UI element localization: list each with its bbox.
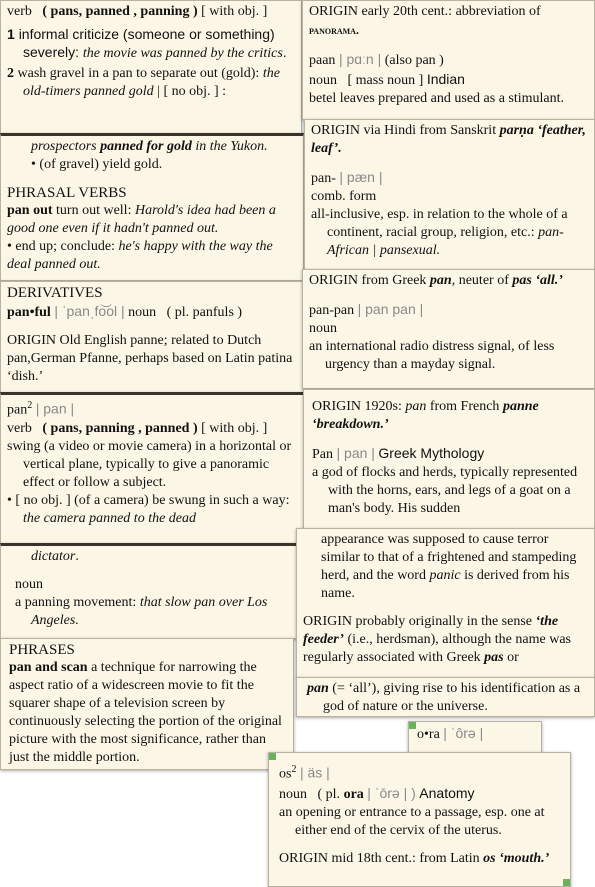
definition-text: is derived from his name. bbox=[321, 568, 570, 601]
plural-form: ora bbox=[343, 786, 364, 802]
phrase-definition: • end up; conclude: bbox=[7, 239, 115, 254]
origin-french bbox=[312, 398, 588, 434]
pronunciation: | äs | bbox=[299, 764, 330, 781]
origin-text: ORIGIN 1920s: bbox=[312, 399, 402, 414]
pan-god-continued-card bbox=[296, 528, 595, 678]
sense-definition: informal criticize (someone or something) severely: bbox=[18, 26, 275, 60]
dictator-line: dictator. bbox=[31, 549, 79, 564]
phrasal-verbs-heading: PHRASAL VERBS bbox=[7, 185, 127, 201]
plural-form: ( pl. panfuls ) bbox=[166, 305, 243, 320]
origin-word: pan bbox=[429, 273, 452, 288]
variant-form: (also pan ) bbox=[384, 53, 444, 68]
example-text: prospectors bbox=[31, 139, 97, 154]
origin-text: ORIGIN from Greek bbox=[309, 273, 427, 288]
pan2-headline bbox=[7, 397, 297, 420]
origin-sanskrit bbox=[311, 122, 588, 158]
origin-old-english bbox=[7, 332, 297, 386]
pan-all-card bbox=[296, 677, 595, 717]
gravel-sense: • (of gravel) yield gold. bbox=[31, 157, 163, 172]
sense-number: 2 bbox=[7, 66, 14, 81]
phrase-example: he's happy with the way the deal panned out. bbox=[7, 239, 273, 272]
pan-and-scan-entry bbox=[9, 659, 287, 767]
os2-headline bbox=[279, 761, 564, 784]
os2-card bbox=[268, 752, 571, 887]
pronunciation: | pɑːn | bbox=[338, 51, 382, 67]
headword: Pan bbox=[312, 447, 333, 462]
sense-example: the camera panned to the dead bbox=[23, 510, 197, 526]
field-label: Anatomy bbox=[419, 784, 475, 801]
sense-definition: wash gravel in a pan to separate out (gold): bbox=[17, 66, 260, 81]
gold-example bbox=[7, 138, 297, 156]
entry-pan1-verb-card bbox=[0, 0, 302, 136]
paan-headline bbox=[309, 50, 588, 70]
derivatives-card bbox=[0, 281, 304, 393]
pan-god-headline bbox=[312, 444, 588, 464]
headword: paan bbox=[309, 53, 336, 68]
example-bold: panned for gold bbox=[100, 139, 192, 154]
sense-example: pan-African | pansexual. bbox=[327, 225, 564, 258]
sense-definition: a panning movement: bbox=[15, 595, 137, 610]
pos-label: verb bbox=[7, 4, 32, 19]
headword: os bbox=[279, 766, 292, 782]
sense-definition: all-inclusive, esp. in relation to the whole of a continent, racial group, religion, etc.: bbox=[311, 207, 568, 240]
derivative-term: pan•ful bbox=[7, 305, 51, 320]
pronunciation: | ˈpanˌfo͝ol | bbox=[54, 303, 125, 319]
origin-word: ‘the feeder’ bbox=[303, 614, 559, 647]
origin-text: (= ‘all’), giving rise to his identification as a god of nature or the universe. bbox=[323, 681, 581, 714]
grammar-tag: • [ no obj. ] (of a camera) be swung in such a way: bbox=[7, 492, 290, 508]
origin-text: ORIGIN probably originally in the sense bbox=[303, 614, 533, 629]
origin-word: pan bbox=[405, 399, 427, 414]
paan-pos-line bbox=[309, 70, 588, 90]
origin-label: ORIGIN bbox=[7, 333, 56, 348]
pan-prefix-headline bbox=[311, 168, 588, 188]
sense-number: 1 bbox=[7, 26, 15, 42]
origin-word: pas bbox=[484, 650, 504, 665]
origin-text: or bbox=[507, 650, 519, 665]
inflections: ( pans, panning , panned ) bbox=[42, 420, 198, 436]
homograph-number: 2 bbox=[27, 400, 33, 411]
origin-word: panne ‘breakdown.’ bbox=[312, 399, 539, 432]
noun-definition bbox=[7, 594, 301, 630]
origin-text: ORIGIN mid 18th cent.: from Latin bbox=[279, 850, 480, 866]
cross-reference: panorama. bbox=[309, 23, 359, 37]
corner-marker bbox=[409, 722, 416, 729]
pan-out-entry bbox=[7, 202, 297, 238]
ora-headline bbox=[417, 724, 535, 744]
pan2-subsense bbox=[7, 492, 297, 528]
origin-text: ORIGIN early 20th cent.: abbreviation of bbox=[309, 4, 541, 19]
grammar-tag: [ with obj. ] bbox=[201, 420, 268, 436]
pan-prefix-definition bbox=[311, 206, 588, 260]
phrase-definition: a technique for narrowing the aspect ratio of a widescreen movie to fit the squarer shape of a television screen by continuously selecting the portion of the original picture with the most significance, rather than just the middle portion. bbox=[9, 660, 282, 765]
pan-god-definition: a god of flocks and herds, typically represented with the horns, ears, and legs of a goat on a man's body. His sudden bbox=[312, 465, 578, 516]
corner-marker bbox=[563, 879, 570, 886]
grammar-tag: [ with obj. ] bbox=[201, 4, 268, 19]
pan2-definition: swing (a video or movie camera) in a horizontal or vertical plane, typically to give a panoramic effect or follow a subject. bbox=[7, 438, 292, 490]
pos-label: noun bbox=[128, 305, 157, 320]
pos-label: verb bbox=[7, 420, 32, 436]
origin-text: ORIGIN via Hindi from Sanskrit bbox=[311, 123, 497, 138]
pan-prefix-card bbox=[304, 119, 595, 270]
paan-card bbox=[302, 0, 595, 120]
plural-label: ( pl. bbox=[317, 786, 341, 802]
pos-label: noun bbox=[15, 577, 43, 592]
paan-definition: betel leaves prepared and used as a stimulant. bbox=[309, 91, 565, 106]
pronunciation: | pan | bbox=[336, 445, 375, 461]
pronunciation: | pan | bbox=[35, 400, 75, 417]
origin-word: parṇa ‘feather, leaf’. bbox=[311, 123, 586, 156]
headword: pan- bbox=[311, 171, 336, 186]
pos-label: comb. form bbox=[311, 189, 377, 204]
entry-pan2-card bbox=[0, 392, 304, 544]
sense-2: 2 wash gravel in a pan to separate out (gold): the old-timers panned gold | [ no obj. ] : bbox=[7, 66, 280, 99]
origin-feeder bbox=[303, 613, 588, 667]
origin-word: pan bbox=[307, 681, 329, 696]
origin-text: (i.e., herdsman), although the name was regularly associated with Greek bbox=[303, 632, 571, 665]
os2-pos-line bbox=[279, 784, 564, 804]
sense-example: the movie was panned by the critics bbox=[82, 46, 283, 61]
corner-marker bbox=[269, 753, 276, 760]
pos-label: noun bbox=[279, 786, 307, 802]
sense-1: 1 informal criticize (someone or something) severely: the movie was panned by the critics. bbox=[7, 26, 287, 61]
pos-label: noun bbox=[309, 73, 337, 88]
verb-headline bbox=[7, 3, 295, 21]
pan2-noun-card bbox=[0, 543, 308, 639]
homograph-number: 2 bbox=[291, 764, 297, 775]
phrase-term: pan out bbox=[7, 203, 53, 218]
pronunciation: | ˈôrə | bbox=[443, 725, 484, 741]
phrase-definition: turn out well: bbox=[56, 203, 132, 218]
cross-word: panic bbox=[429, 568, 461, 583]
phrase-term: pan and scan bbox=[9, 660, 88, 675]
origin-panorama bbox=[309, 3, 588, 40]
origin-greek bbox=[309, 272, 588, 290]
sense-example: that slow pan over Los Angeles. bbox=[31, 595, 268, 628]
inflections: ( pans, panned , panning ) bbox=[42, 4, 198, 19]
origin-text: Old English panne; related to Dutch pan,German Pfanne, perhaps based on Latin patina ‘dish.’ bbox=[7, 333, 293, 384]
origin-latin bbox=[279, 850, 564, 868]
field-label: Greek Mythology bbox=[378, 445, 485, 461]
phrases-heading: PHRASES bbox=[9, 642, 75, 658]
example-text: in the Yukon. bbox=[195, 139, 268, 154]
region-label: Indian bbox=[426, 71, 465, 87]
derivatives-heading: DERIVATIVES bbox=[7, 285, 103, 301]
headword: o•ra bbox=[417, 727, 440, 742]
end-up-sense bbox=[7, 238, 297, 274]
grammar-tag: [ no obj. ] : bbox=[163, 84, 227, 99]
grammar-tag: [ mass noun ] bbox=[347, 73, 424, 88]
origin-word: os ‘mouth.’ bbox=[483, 850, 550, 866]
sense-example: the old-timers panned gold bbox=[23, 66, 280, 99]
pronunciation: | pan pan | bbox=[357, 301, 424, 317]
origin-text: from French bbox=[429, 399, 500, 414]
definition-text: appearance was supposed to cause terror similar to that of a frightened and stampeding herd, and the word bbox=[321, 532, 577, 583]
headword: pan bbox=[7, 402, 28, 418]
pan-all-text bbox=[307, 680, 588, 716]
pan-pan-definition: an international radio distress signal, of less urgency than a mayday signal. bbox=[309, 339, 555, 372]
headword: pan-pan bbox=[309, 303, 355, 318]
phrases-card bbox=[0, 638, 294, 770]
pronunciation: | ˈōrə | ) bbox=[367, 784, 416, 801]
pos-label: noun bbox=[309, 321, 337, 336]
pan-god-card bbox=[303, 389, 595, 529]
pronunciation: | pæn | bbox=[339, 169, 383, 185]
phrasal-verbs-card bbox=[0, 133, 304, 281]
os2-definition: an opening or entrance to a passage, esp. one at either end of the cervix of the uterus. bbox=[279, 804, 545, 838]
panful-entry bbox=[7, 302, 297, 322]
pan2-verb-line bbox=[7, 420, 297, 438]
origin-text: , neuter of bbox=[451, 273, 509, 288]
phrase-example: Harold's idea had been a good one even if it hadn't panned out. bbox=[7, 203, 276, 236]
example-text: dictator bbox=[31, 549, 76, 564]
pan-pan-headline bbox=[309, 300, 588, 320]
origin-word: pas ‘all.’ bbox=[512, 273, 563, 288]
pan-pan-card bbox=[302, 269, 595, 389]
panic-paragraph bbox=[303, 531, 588, 603]
